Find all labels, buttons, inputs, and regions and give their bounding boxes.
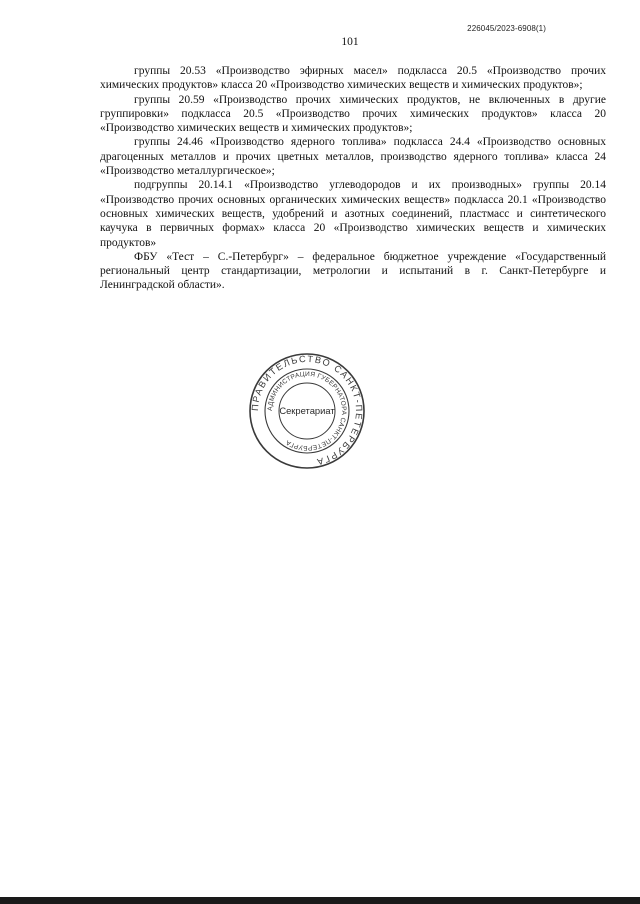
seal-outer-text: ПРАВИТЕЛЬСТВО САНКТ-ПЕТЕРБУРГА	[249, 353, 365, 468]
paragraph-group-20-59: группы 20.59 «Производство прочих химических продуктов, не включенных в другие группировки» подкласса 20.5 «Производство прочих химических продуктов» класса 20 «Производство химических веществ и химических продуктов»;	[100, 93, 606, 135]
seal-inner-text: АДМИНИСТРАЦИЯ ГУБЕРНАТОРА САНКТ-ПЕТЕРБУРГА	[266, 370, 348, 452]
paragraph-group-24-46: группы 24.46 «Производство ядерного топлива» подкласса 24.4 «Производство основных драгоценных металлов и прочих цветных металлов, производство ядерного топлива» класса 24 «Производство металлургическое»;	[100, 136, 606, 178]
document-registration-number: 226045/2023-6908(1)	[467, 24, 546, 33]
paragraph-subgroup-20-14-1: подгруппы 20.14.1 «Производство углеводородов и их производных» группы 20.14 «Производство прочих основных органических химических веществ» подкласса 20.1 «Производство основных химических веществ, удобрений и азотных соединений, пластмасс и синтетического каучука в первичных формах» класса 20 «Производство химических веществ и химических продуктов»	[100, 179, 606, 249]
paragraph-fbu-test-definition: ФБУ «Тест – С.-Петербург» – федеральное бюджетное учреждение «Государственный региональный центр стандартизации, метрологии и испытаний в г. Санкт-Петербурге и Ленинградской области».	[100, 250, 606, 292]
page-bottom-rule	[0, 897, 640, 904]
official-seal	[248, 352, 366, 470]
seal-graphic	[248, 352, 366, 470]
page-number: 101	[341, 36, 359, 48]
document-body	[100, 64, 606, 293]
paragraph-group-20-53: группы 20.53 «Производство эфирных масел» подкласса 20.5 «Производство прочих химических продуктов» класса 20 «Производство химических веществ и химических продуктов»;	[100, 65, 606, 92]
seal-center-text: Секретариат	[279, 405, 335, 416]
